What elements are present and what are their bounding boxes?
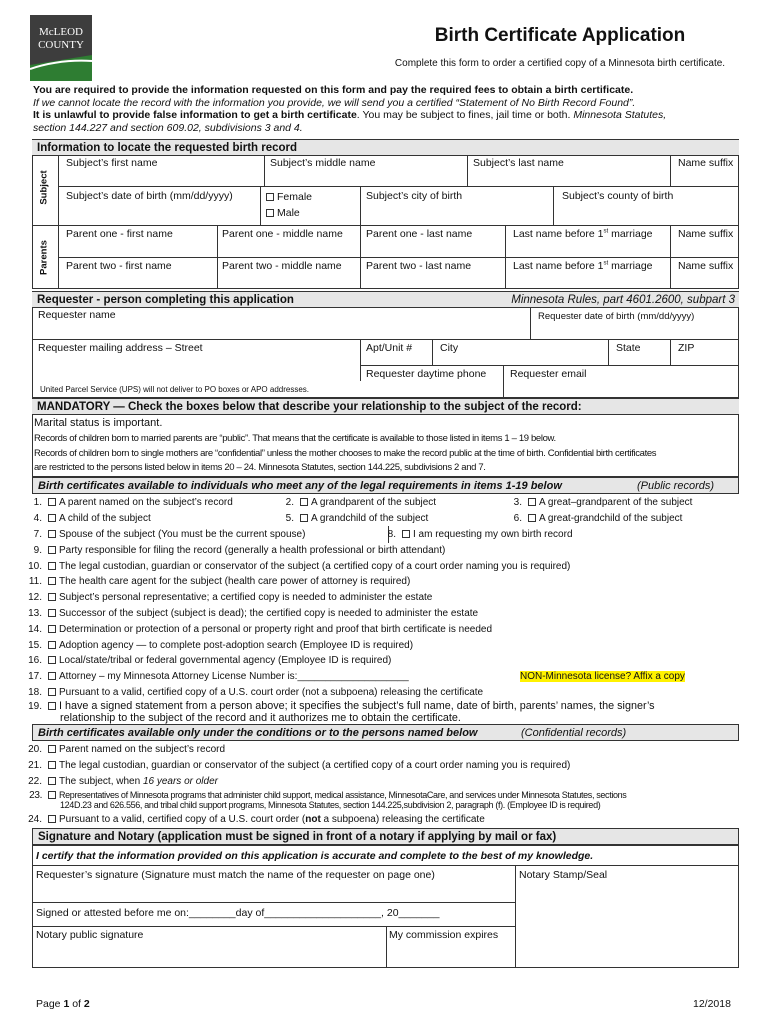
parent1-suffix-label: Name suffix — [678, 228, 734, 240]
page-number: Page 1 of 2 — [36, 998, 90, 1010]
non-mn-license-note: NON-Minnesota license? Affix a copy — [520, 671, 685, 682]
mandatory-p2b: are restricted to the persons listed below in items 20 – 24. Minnesota Statutes, section 144.225, subdivisions 2 and 7. — [34, 462, 486, 473]
item-14[interactable]: 14. Determination or protection of a personal or property right and proof that birth certificate is needed — [28, 624, 493, 635]
requester-zip-label: ZIP — [678, 342, 695, 354]
parent1-last-label: Parent one - last name — [366, 228, 473, 240]
item-1[interactable]: 1. A parent named on the subject’s record — [33, 497, 233, 508]
item-23[interactable]: 23. Representatives of Minnesota programs that administer child support, medical assistance, MinnesotaCare, and services under Minnesota Statutes, sections — [29, 790, 627, 801]
item-13[interactable]: 13. Successor of the subject (subject is dead); the certified copy is needed to administer the estate — [28, 608, 479, 619]
subject-suffix-input[interactable] — [672, 170, 738, 185]
page-title: Birth Certificate Application — [434, 25, 686, 46]
page-subtitle: Complete this form to order a certified copy of a Minnesota birth certificate. — [394, 58, 726, 69]
logo-line2: COUNTY — [38, 39, 84, 51]
county-logo — [30, 15, 92, 81]
commission-expires-label: My commission expires — [389, 929, 499, 941]
parent2-last-label: Parent two - last name — [366, 260, 472, 272]
item-4[interactable]: 4. A child of the subject — [33, 513, 151, 524]
subject-last-name-label: Subject’s last name — [473, 157, 564, 169]
item-18[interactable]: 18. Pursuant to a valid, certified copy of a U.S. court order (not a subpoena) releasing the certificate — [28, 687, 484, 698]
certify-statement: I certify that the information provided on this application is accurate and complete to the best of my knowledge. — [36, 850, 594, 862]
subject-first-name-input[interactable] — [60, 170, 262, 185]
mandatory-p2a: Records of children born to single mothers are “confidential” unless the mother chooses to make the record public at the time of birth. Confidential birth certificates — [34, 448, 657, 459]
intro-line3-bold: It is unlawful to provide false information to get a birth certificate — [33, 109, 357, 121]
parent2-middle-label: Parent two - middle name — [222, 260, 342, 272]
item-22[interactable]: 22. The subject, when 16 years or older — [28, 776, 218, 787]
notary-signature-label: Notary public signature — [36, 929, 144, 941]
requester-heading: Requester - person completing this application Minnesota Rules, part 4601.2600, subpart 3 — [32, 291, 739, 308]
item-23-line2: 124D.23 and 626.556, and tribal child support programs, Minnesota Statutes, section 144.225,subdivision 2, paragraph (f). (Employee ID is required) — [60, 800, 601, 810]
item-19-line2: relationship to the subject of the record and it authorizes me to obtain the certificate. — [60, 712, 461, 724]
locate-heading: Information to locate the requested birth record — [32, 139, 739, 156]
parents-side-label: Parents — [38, 240, 50, 275]
male-option[interactable]: Male — [266, 207, 300, 219]
requester-dob-label: Requester date of birth (mm/dd/yyyy) — [538, 311, 695, 322]
subject-last-name-input[interactable] — [469, 170, 668, 185]
mandatory-p1: Records of children born to married parents are “public”. That means that the certificate is available to those listed in items 1 – 19 below. — [34, 433, 556, 444]
item-10[interactable]: 10. The legal custodian, guardian or conservator of the subject (a certified copy of a court order naming you is required) — [28, 561, 571, 572]
requester-phone-label: Requester daytime phone — [366, 368, 487, 380]
revision-date: 12/2018 — [693, 998, 731, 1010]
item-21[interactable]: 21. The legal custodian, guardian or conservator of the subject (a certified copy of a court order naming you is required) — [28, 760, 571, 771]
intro-line4: section 144.227 and section 609.02, subdivisions 3 and 4. — [33, 121, 303, 134]
subject-middle-name-input[interactable] — [266, 170, 465, 185]
item-3[interactable]: 3. A great–grandparent of the subject — [513, 497, 693, 508]
intro-line3-rest: . You may be subject to fines, jail time or both. — [356, 109, 574, 121]
subject-county-label: Subject’s county of birth — [562, 190, 674, 202]
parent1-before-label: Last name before 1st marriage — [513, 228, 653, 240]
female-checkbox[interactable] — [266, 193, 274, 201]
signature-heading: Signature and Notary (application must be signed in front of a notary if applying by mail or fax) — [32, 828, 739, 845]
requester-name-label: Requester name — [38, 309, 116, 321]
parent2-before-label: Last name before 1st marriage — [513, 260, 653, 272]
item-15[interactable]: 15. Adoption agency — to complete post-adoption search (Employee ID is required) — [28, 640, 414, 651]
item-2[interactable]: 2. A grandparent of the subject — [285, 497, 437, 508]
item-8[interactable]: 8. I am requesting my own birth record — [387, 529, 573, 540]
requester-apt-label: Apt/Unit # — [366, 342, 413, 354]
logo-line1: McLEOD — [39, 26, 83, 38]
intro-text — [33, 84, 753, 134]
public-heading: Birth certificates available to individuals who meet any of the legal requirements in items 1-19 below (Public records) — [32, 477, 739, 494]
requester-street-label: Requester mailing address – Street — [38, 342, 203, 354]
subject-middle-name-label: Subject’s middle name — [270, 157, 376, 169]
notary-stamp-label: Notary Stamp/Seal — [519, 869, 608, 881]
requester-state-label: State — [616, 342, 641, 354]
item-6[interactable]: 6. A great-grandchild of the subject — [513, 513, 683, 524]
subject-city-label: Subject’s city of birth — [366, 190, 463, 202]
requester-signature-field[interactable] — [34, 884, 513, 902]
requester-signature-label: Requester’s signature (Signature must match the name of the requester on page one) — [36, 869, 435, 881]
intro-line1: You are required to provide the information requested on this form and pay the required fees to obtain a birth certificate. — [33, 84, 634, 96]
item-7[interactable]: 7. Spouse of the subject (You must be the current spouse) — [33, 529, 306, 540]
item-19[interactable]: 19. I have a signed statement from a person above; it specifies the subject’s full name, date of birth, parents’ names, the signer’s — [28, 700, 655, 712]
male-checkbox[interactable] — [266, 209, 274, 217]
subject-dob-label: Subject’s date of birth (mm/dd/yyyy) — [66, 190, 233, 202]
parent1-first-label: Parent one - first name — [66, 228, 173, 240]
parent1-middle-label: Parent one - middle name — [222, 228, 343, 240]
parent2-first-label: Parent two - first name — [66, 260, 172, 272]
requester-city-label: City — [440, 342, 459, 354]
mandatory-heading: MANDATORY — Check the boxes below that describe your relationship to the subject of the record: — [32, 398, 739, 415]
parent2-suffix-label: Name suffix — [678, 260, 734, 272]
subject-side-label: Subject — [38, 170, 50, 205]
female-option[interactable]: Female — [266, 191, 312, 203]
intro-line3-ital: Minnesota Statutes, — [573, 109, 667, 121]
item-24[interactable]: 24. Pursuant to a valid, certified copy of a U.S. court order (not a subpoena) releasing the certificate — [28, 814, 485, 825]
intro-line2: If we cannot locate the record with the information you provide, we will send you a certified “Statement of No Birth Record Found”. — [33, 96, 636, 109]
item-20[interactable]: 20. Parent named on the subject’s record — [28, 744, 226, 755]
marital-note: Marital status is important. — [34, 417, 163, 429]
subject-suffix-label: Name suffix — [678, 157, 734, 169]
item-9[interactable]: 9. Party responsible for filing the record (generally a health professional or birth attendant) — [33, 545, 446, 556]
attested-line: Signed or attested before me on:________day of____________________, 20_______ — [36, 907, 440, 919]
subject-first-name-label: Subject’s first name — [66, 157, 158, 169]
item-17[interactable]: 17. Attorney – my Minnesota Attorney License Number is:____________________ — [28, 671, 409, 682]
item-16[interactable]: 16. Local/state/tribal or federal governmental agency (Employee ID is required) — [28, 655, 392, 666]
confidential-heading: Birth certificates available only under the conditions or to the persons named below (Confidential records) — [32, 724, 739, 741]
ups-note: United Parcel Service (UPS) will not deliver to PO boxes or APO addresses. — [40, 385, 309, 394]
item-5[interactable]: 5. A grandchild of the subject — [285, 513, 429, 524]
requester-email-label: Requester email — [510, 368, 587, 380]
item-11[interactable]: 11. The health care agent for the subject (health care power of attorney is required) — [28, 576, 411, 587]
item-12[interactable]: 12. Subject’s personal representative; a certified copy is needed to administer the estate — [28, 592, 433, 603]
